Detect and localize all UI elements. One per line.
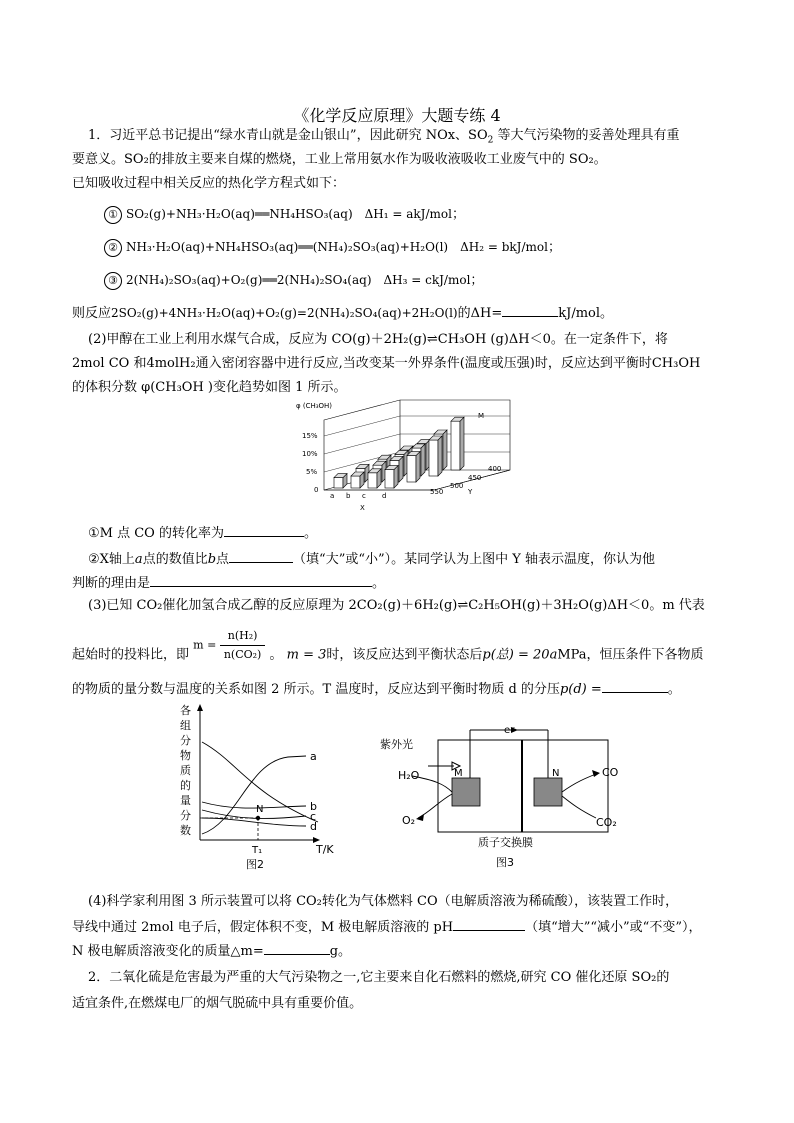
- q1-intro-line2: 要意义。SO₂的排放主要来自煤的燃烧，工业上常用氨水作为吸收液吸收工业废气中的 SO₂。: [72, 152, 607, 167]
- fig2-x-label: T/K: [316, 843, 334, 856]
- fig2-ylabel-3: 分: [180, 734, 191, 747]
- fig2-curve-a-label: a: [310, 750, 317, 763]
- equation-1: ① SO₂(g)+NH₃·H₂O(aq)══NH₄HSO₃(aq) ΔH₁ = akJ/mol；: [104, 205, 465, 224]
- fig1-bar-side: [438, 436, 442, 476]
- fig3-electrode-m: M: [454, 768, 463, 779]
- fig3-h2o-label: H₂O: [398, 769, 420, 782]
- fig1-ytick-400: 400: [488, 465, 502, 473]
- answer-blank-a-vs-b[interactable]: [229, 549, 293, 563]
- fig1-bar-side: [399, 456, 403, 482]
- fig2-ylabel-4: 物: [180, 749, 191, 762]
- fig1-bar-side: [421, 444, 425, 476]
- fig1-xtick-b: b: [346, 492, 351, 500]
- fig1-bar-front: [429, 440, 438, 476]
- fig1-bar-side: [460, 417, 464, 470]
- fig2-ylabel-5: 质: [180, 764, 191, 777]
- total-reaction-line: 则反应2SO₂(g)+4NH₃·H₂O(aq)+O₂(g)=2(NH₄)₂SO₄(aq)+2H₂O(l)的ΔH= kJ/mol。: [72, 303, 613, 323]
- q2-line1: 2．二氧化硫是危害最为严重的大气污染物之一,它主要来自化石燃料的燃烧,研究 CO 催化还原 SO₂的: [88, 970, 670, 985]
- part2-question2: ②X轴上a点的数值比b点 （填“大”或“小”）。某同学认为上图中 Y 轴表示温度，你认为他: [88, 549, 655, 569]
- figure-2-line-chart: [178, 702, 350, 874]
- fig2-ylabel-7: 量: [180, 794, 191, 807]
- q1-intro-line1: 1．习近平总书记提出“绿水青山就是金山银山”，因此研究 NOx、$SO_2$ 等大气污染物的妥善处理具有重: [88, 128, 680, 146]
- fig1-y-axis-label: Y: [468, 488, 473, 496]
- fig1-bar-front: [385, 470, 394, 488]
- fig1-bar-front: [407, 456, 416, 482]
- fig1-x-label: X: [360, 504, 365, 512]
- part2-question1: ①M 点 CO 的转化率为 。: [88, 523, 317, 543]
- fig1-bar-side: [443, 430, 447, 470]
- fig2-curve-c-label: c: [310, 810, 317, 823]
- fig3-o2-label: O₂: [402, 814, 416, 827]
- fig1-xtick-d: d: [382, 492, 387, 500]
- fig3-electrode-n: N: [552, 768, 560, 779]
- part4-line3: N 极电解质溶液变化的质量△m= g。: [72, 941, 351, 961]
- fig2-curve-b-label: b: [310, 800, 317, 813]
- fig2-ylabel-6: 的: [180, 779, 191, 792]
- fig1-xtick-a: a: [330, 492, 335, 500]
- fig1-ytick-450: 450: [468, 474, 482, 482]
- fig3-uv-light-label: 紫外光: [380, 738, 413, 751]
- fig3-membrane-label: 质子交换膜: [478, 836, 533, 849]
- fig2-point-n: N: [256, 804, 264, 815]
- answer-blank-dh[interactable]: [502, 303, 558, 317]
- part2-line2: 2mol CO 和4molH₂通入密闭容器中进行反应,当改变某一外界条件(温度或压强)时，反应达到平衡时CH₃OH: [72, 356, 701, 371]
- part2-line1: (2)甲醇在工业上利用水煤气合成，反应为 CO(g)＋2H₂(g)⇌CH₃OH (g)ΔH＜0。在一定条件下，将: [88, 332, 668, 347]
- fig1-xtick-c: c: [362, 492, 366, 500]
- fig2-ylabel-1: 各: [180, 704, 191, 717]
- fig1-ytick-500: 500: [450, 482, 464, 490]
- part3-line2: 起始时的投料比，即 m = $\frac{\text{n(H₂)}}{\text{n(CO₂)}}$ 。 m = 3时，该反应达到平衡状态后p(总) = 20aMPa，恒压条件下各物质: [72, 629, 704, 663]
- fig1-point-m: M: [478, 412, 485, 420]
- fig1-bar-front: [451, 421, 460, 470]
- q2-line2: 适宜条件,在燃煤电厂的烟气脱硫中具有重要价值。: [72, 996, 363, 1011]
- figure-1-3d-bar-chart: [296, 398, 526, 516]
- fig1-y-label: φ (CH₃OH): [296, 402, 333, 410]
- part2-question2-reason: 判断的理由是 。: [72, 573, 385, 593]
- fig1-ytick-0: 0: [314, 486, 319, 494]
- fig1-bar-side: [416, 452, 420, 482]
- fig3-co2-label: CO₂: [596, 816, 617, 829]
- equation-2: ② NH₃·H₂O(aq)+NH₄HSO₃(aq)══(NH₄)₂SO₃(aq)+H₂O(l) ΔH₂ = bkJ/mol；: [104, 238, 561, 257]
- fig2-ylabel-9: 数: [180, 824, 191, 837]
- fig1-bar-front: [368, 473, 377, 488]
- part4-line2: 导线中通过 2mol 电子后，假定体积不变，M 极电解质溶液的 pH （填“增大”“减小”或“不变”），: [72, 917, 701, 937]
- fig3-electron-label: e⁻: [504, 725, 516, 736]
- page-title: 《化学反应原理》大题专练 4: [293, 106, 501, 125]
- part3-line1: (3)已知 CO₂催化加氢合成乙醇的反应原理为 2CO₂(g)＋6H₂(g)⇌C₂H₅OH(g)＋3H₂O(g)ΔH＜0。m 代表: [88, 598, 705, 613]
- answer-blank-reason[interactable]: [150, 573, 372, 587]
- fig2-curve-d-label: d: [310, 820, 317, 833]
- part2-line3: 的体积分数 φ(CH₃OH )变化趋势如图 1 所示。: [72, 380, 347, 395]
- fig1-bar-front: [334, 478, 343, 488]
- fig3-caption: 图3: [496, 856, 514, 869]
- fig1-ytick-550: 550: [430, 488, 444, 496]
- answer-blank-m-conversion[interactable]: [224, 523, 304, 537]
- answer-blank-ph[interactable]: [453, 917, 525, 931]
- answer-blank-pd[interactable]: [602, 679, 668, 693]
- fig1-bar-front: [351, 476, 360, 488]
- figure-3-electrolysis-device: [368, 720, 630, 874]
- part4-line1: (4)科学家利用图 3 所示装置可以将 CO₂转化为气体燃料 CO（电解质溶液为稀硫酸），该装置工作时，: [88, 894, 679, 909]
- q1-intro-line3: 已知吸收过程中相关反应的热化学方程式如下：: [72, 176, 346, 191]
- fig1-ytick-10: 10%: [302, 450, 318, 458]
- fig1-ytick-5: 5%: [306, 468, 318, 476]
- fig2-caption: 图2: [246, 858, 264, 871]
- fig2-xtick-t1: T₁: [252, 845, 263, 856]
- fig2-ylabel-8: 分: [180, 809, 191, 822]
- fig3-co-label: CO: [602, 766, 619, 779]
- part3-line3: 的物质的量分数与温度的关系如图 2 所示。T 温度时，反应达到平衡时物质 d 的分压p(d) = 。: [72, 679, 681, 699]
- fig1-ytick-15: 15%: [302, 432, 318, 440]
- equation-3: ③ 2(NH₄)₂SO₃(aq)+O₂(g)══2(NH₄)₂SO₄(aq) ΔH₃ = ckJ/mol；: [104, 271, 483, 290]
- fig2-ylabel-2: 组: [180, 719, 191, 732]
- fig1-bars: [334, 417, 464, 488]
- answer-blank-delta-m[interactable]: [264, 941, 330, 955]
